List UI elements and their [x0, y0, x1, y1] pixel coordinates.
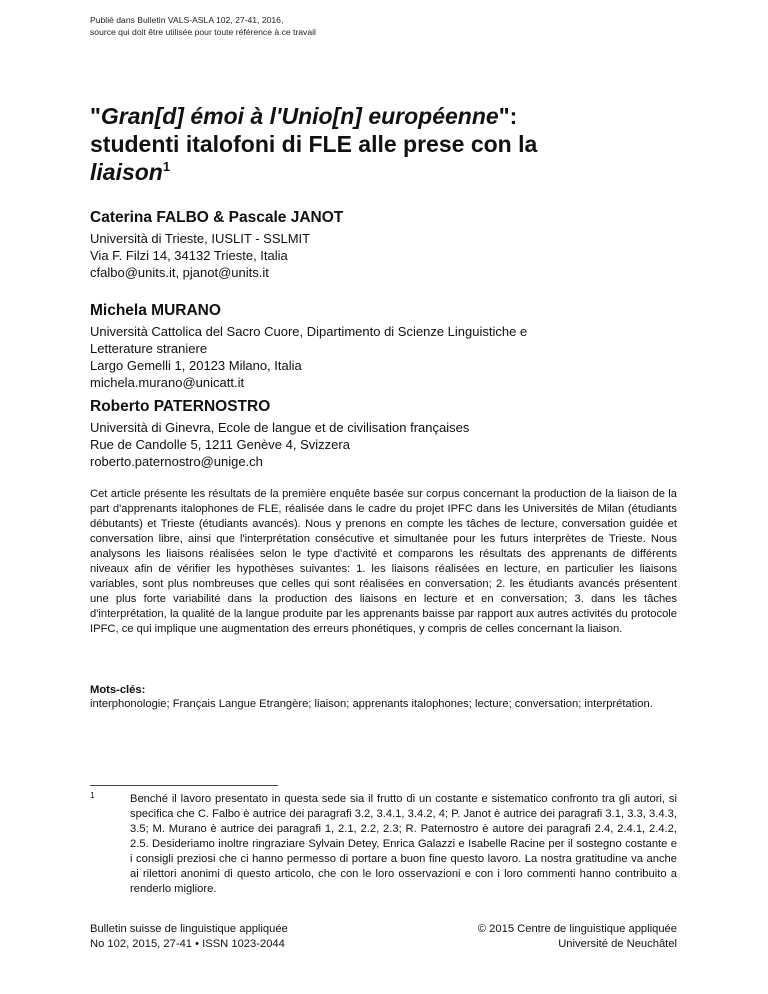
affiliation-line: Università di Trieste, IUSLIT - SSLMIT — [90, 231, 311, 246]
author-name: Caterina FALBO & Pascale JANOT — [90, 209, 344, 226]
affiliation-line: Letterature straniere — [90, 341, 208, 356]
title-quote-close: ": — [498, 103, 518, 129]
footnote-divider — [90, 785, 278, 786]
affiliation-line: Via F. Filzi 14, 34132 Trieste, Italia — [90, 248, 288, 263]
publication-note-line: Publié dans Bulletin VALS-ASLA 102, 27-41, 2016, — [90, 15, 284, 25]
footer-journal-line: No 102, 2015, 27-41 • ISSN 1023-2044 — [90, 938, 285, 950]
author-name: Michela MURANO — [90, 302, 221, 319]
author-affiliation — [90, 230, 690, 281]
affiliation-line: Università di Ginevra, Ecole de langue et de civilisation françaises — [90, 420, 470, 435]
affiliation-line: roberto.paternostro@unige.ch — [90, 454, 263, 469]
footer-copyright-line: © 2015 Centre de linguistique appliquée — [477, 923, 677, 935]
footnote-number: 1 — [90, 790, 95, 800]
author-name: Roberto PATERNOSTRO — [90, 398, 271, 415]
title-footnote-mark: 1 — [162, 159, 171, 174]
author-affiliation — [90, 419, 690, 470]
footer-copyright-line: Université de Neuchâtel — [558, 938, 677, 950]
affiliation-line: Università Cattolica del Sacro Cuore, Dipartimento di Scienze Linguistiche e — [90, 324, 528, 339]
footer-journal — [90, 922, 288, 952]
footnote-text: Benché il lavoro presentato in questa sede sia il frutto di un costante e sistematico confronto tra gli autori, si specifica che C. Falbo è autrice dei paragrafi 3.2, 3.4.1, 3.4.2, 4; P. Janot è autrice dei paragrafi 3.1, 3.3, 3.4.3, 3.5; M. Murano è autrice dei paragrafi 1, 2.1, 2.2, 2.3; R. Paternostro è autore dei paragrafi 2.4, 2.4.1, 2.4.2, 2.5. Desideriamo inoltre ringraziare Sylvain Detey, Enrica Galazzi e Isabelle Racine per il sostegno costante e i consigli preziosi che ci hanno permesso di portare a buon fine questo lavoro. La nostra gratitudine va anche ai rilettori anonimi di questo articolo, che con le loro osservazioni e con i loro commenti hanno contribuito a renderlo migliore. — [130, 793, 677, 895]
title-line-2: studenti italofoni di FLE alle prese con la — [90, 131, 538, 157]
article-title — [90, 102, 690, 186]
author-block-3 — [90, 397, 690, 470]
publication-note — [90, 14, 316, 38]
footer-journal-line: Bulletin suisse de linguistique appliquée — [90, 923, 288, 935]
abstract: Cet article présente les résultats de la première enquête basée sur corpus concernant la production de la liaison de la part d'apprenants italophones de FLE, réalisée dans le cadre du projet IPFC dans les Universités de Milan (étudiants débutants) et Trieste (étudiants avancés). Nous y prenons en compte les tâches de lecture, conversation guidée et conversation libre, ainsi que l'interprétation consécutive et simultanée pour les futurs interprètes de Trieste. Nous analysons les liaisons réalisées selon le type d'activité et comparons les résultats des apprenants de différents niveaux afin de vérifier les hypothèses suivantes: 1. les liaisons réalisées en lecture, en particulier les liaisons variables, sont plus nombreuses que celles qui sont réalisées en conversation; 2. les étudiants avancés présentent une plus forte variabilité dans la production des liaisons en lecture et en conversation; 3. dans les tâches d'interprétation, la qualité de la langue produite par les apprenants baisse par rapport aux autres activités du protocole IPFC, ce qui implique une augmentation des erreurs phonétiques, y compris de celles concernant la liaison. — [90, 488, 677, 635]
author-block-2 — [90, 301, 690, 391]
title-italic-quote: Gran[d] émoi à l'Unio[n] européenne — [100, 103, 499, 129]
affiliation-line: Largo Gemelli 1, 20123 Milano, Italia — [90, 358, 302, 373]
title-quote-open: " — [90, 103, 101, 129]
publication-note-line: source qui doit être utilisée pour toute référence à ce travail — [90, 27, 316, 37]
title-liaison: liaison — [90, 159, 163, 185]
keywords-label: Mots-clés: — [90, 684, 146, 696]
affiliation-line: cfalbo@units.it, pjanot@units.it — [90, 265, 269, 280]
keywords-text: interphonologie; Français Langue Etrangère; liaison; apprenants italophones; lecture; conversation; interprétation. — [90, 698, 653, 710]
author-block-1 — [90, 208, 690, 281]
affiliation-line: michela.murano@unicatt.it — [90, 375, 245, 390]
footer-copyright — [478, 922, 677, 952]
affiliation-line: Rue de Candolle 5, 1211 Genève 4, Svizzera — [90, 437, 350, 452]
author-affiliation — [90, 323, 690, 391]
